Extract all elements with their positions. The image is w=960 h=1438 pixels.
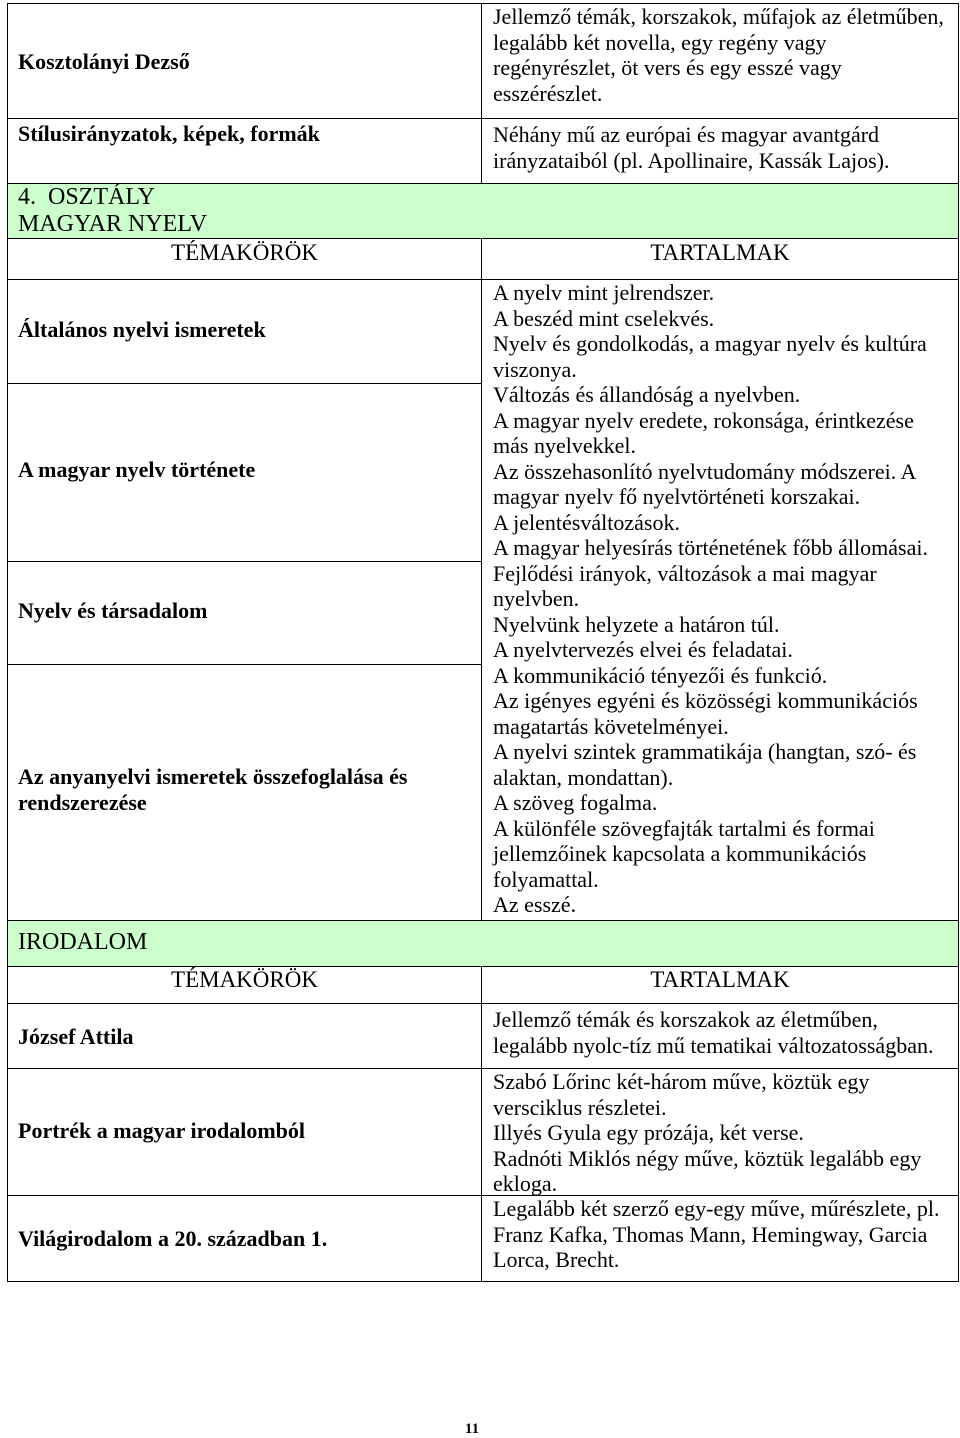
content-cell — [481, 1003, 959, 1069]
content-paragraph: A nyelvtervezés elvei és feladatai. — [493, 637, 793, 662]
topic-label: Stílusirányzatok, képek, formák — [18, 121, 320, 146]
section-band-irodalom — [7, 920, 959, 967]
topic-label: Portrék a magyar irodalomból — [18, 1118, 305, 1143]
content-paragraph: Az igényes egyéni és közösségi kommunikációs magatartás követelményei. — [493, 688, 918, 739]
content-paragraph: Változás és állandóság a nyelvben. — [493, 382, 801, 407]
content-paragraph: Illyés Gyula egy prózája, két verse. — [493, 1120, 804, 1145]
content-paragraph: Legalább két szerző egy-egy műve, műrészlete, pl. Franz Kafka, Thomas Mann, Hemingway, Garcia Lorca, Brecht. — [493, 1196, 940, 1272]
topic-label: Világirodalom a 20. században 1. — [18, 1226, 328, 1251]
topic-label: A magyar nyelv története — [18, 457, 256, 482]
column-header-contents: TARTALMAK — [650, 967, 790, 992]
content-paragraph: Néhány mű az európai és magyar avantgárd irányzataiból (pl. Apollinaire, Kassák Lajos). — [493, 122, 890, 173]
content-cell — [481, 1068, 959, 1196]
content-paragraph: A szöveg fogalma. — [493, 790, 658, 815]
content-paragraph: Szabó Lőrinc két-három műve, köztük egy versciklus részletei. — [493, 1069, 870, 1120]
column-header-cell — [7, 966, 482, 1004]
topic-label: Általános nyelvi ismeretek — [18, 317, 266, 342]
content-paragraph: Jellemző témák és korszakok az életműben, legalább nyolc-tíz mű tematikai változatosságban. — [493, 1007, 934, 1058]
topic-cell — [7, 118, 482, 184]
page-number: 11 — [464, 1421, 480, 1437]
content-paragraph: Jellemző témák, korszakok, műfajok az életműben, legalább két novella, egy regény vagy regényrészlet, öt vers és egy esszé vagy esszérészlet. — [493, 4, 944, 106]
content-paragraph: A nyelv mint jelrendszer. — [493, 280, 715, 305]
content-cell — [481, 1195, 959, 1282]
content-paragraph: A magyar nyelv eredete, rokonsága, érintkezése más nyelvekkel. — [493, 407, 914, 458]
content-paragraph: Az összehasonlító nyelvtudomány módszerei. A magyar nyelv fő nyelvtörténeti korszakai. — [493, 458, 917, 509]
column-header-topics: TÉMAKÖRÖK — [171, 240, 318, 265]
content-paragraph: A jelentésváltozások. — [493, 509, 680, 535]
topic-cell — [7, 664, 482, 921]
content-paragraph: A magyar helyesírás történetének főbb állomásai. — [493, 535, 928, 560]
section-band-magyar-nyelv — [7, 183, 959, 239]
content-paragraph: Nyelvünk helyzete a határon túl. — [493, 611, 780, 637]
topic-cell — [7, 279, 482, 384]
content-paragraph: Radnóti Miklós négy műve, köztük legalább egy ekloga. — [493, 1145, 922, 1196]
topic-cell — [7, 1195, 482, 1282]
content-cell — [481, 3, 959, 119]
column-header-topics: TÉMAKÖRÖK — [171, 967, 318, 992]
column-header-contents: TARTALMAK — [650, 240, 790, 265]
topic-cell — [7, 561, 482, 665]
content-paragraph: A különféle szövegfajták tartalmi és formai jellemzőinek kapcsolata a kommunikációs folyamattal. — [493, 815, 875, 892]
content-paragraph: A nyelvi szintek grammatikája (hangtan, szó- és alaktan, mondattan). — [493, 739, 917, 790]
content-cell — [481, 118, 959, 184]
topic-cell — [7, 3, 482, 119]
column-header-cell — [481, 966, 959, 1004]
content-paragraph: Nyelv és gondolkodás, a magyar nyelv és kultúra viszonya. — [493, 331, 927, 382]
grade-label: 4. OSZTÁLY — [18, 184, 155, 210]
content-paragraph: A beszéd mint cselekvés. — [493, 305, 715, 331]
topic-cell — [7, 383, 482, 562]
topic-label: Az anyanyelvi ismeretek összefoglalása és rendszerezése — [18, 764, 408, 815]
subject-title: IRODALOM — [18, 929, 148, 955]
topic-cell — [7, 1068, 482, 1196]
topic-label: József Attila — [18, 1024, 134, 1049]
content-paragraph: A kommunikáció tényezői és funkció. — [493, 662, 828, 688]
topic-label: Nyelv és társadalom — [18, 598, 208, 623]
topic-cell — [7, 1003, 482, 1069]
subject-title: MAGYAR NYELV — [18, 211, 208, 237]
column-header-cell — [481, 238, 959, 280]
topic-label: Kosztolányi Dezső — [18, 49, 190, 74]
content-cell — [481, 279, 959, 921]
column-header-cell — [7, 238, 482, 280]
content-paragraph: Fejlődési irányok, változások a mai magyar nyelvben. — [493, 560, 877, 611]
content-paragraph: Az esszé. — [493, 892, 577, 917]
